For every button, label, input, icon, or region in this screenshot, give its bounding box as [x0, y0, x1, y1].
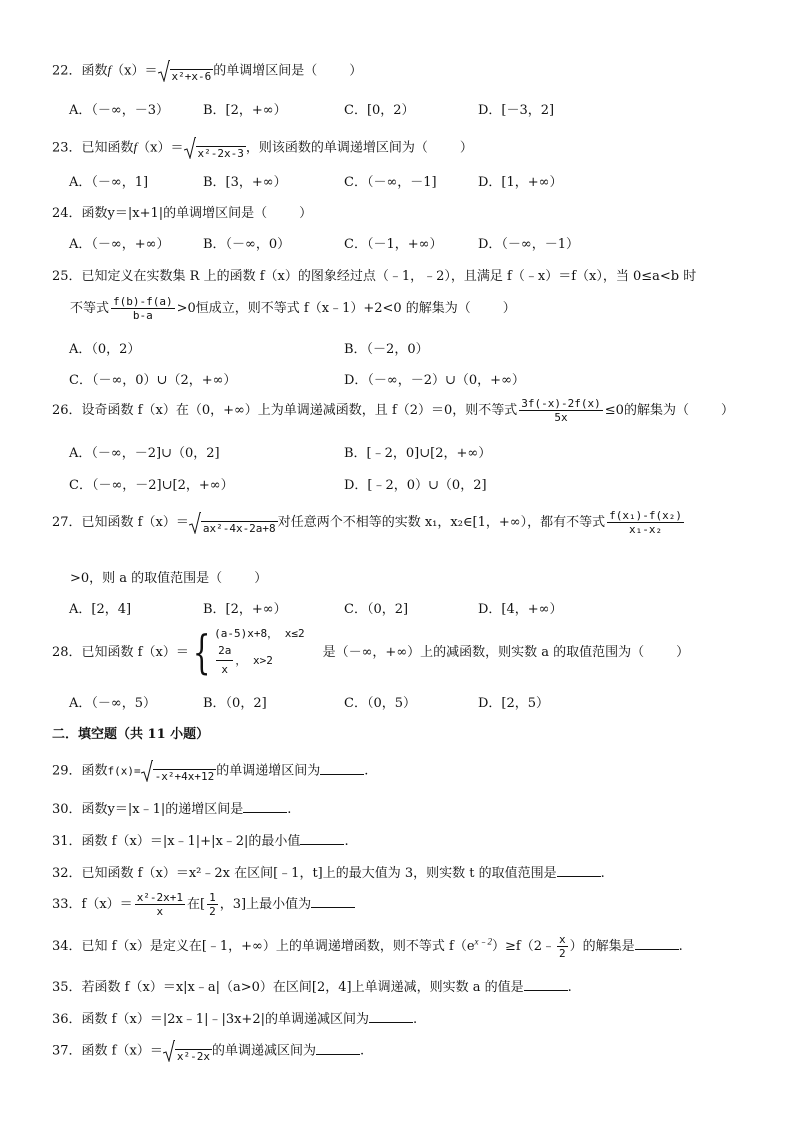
q23-option-c[interactable]: C．（－∞，－1] — [344, 175, 437, 190]
q27-line2: >0，则 a 的取值范围是（ — [70, 571, 223, 586]
q27-option-b[interactable]: B．[2，+∞） — [203, 602, 287, 617]
q28-close: ） — [676, 644, 690, 660]
q26-denominator: 5x — [554, 411, 568, 424]
q28-option-a[interactable]: A．（－∞，5） — [69, 696, 156, 711]
q32-text: 32．已知函数 f（x）＝x²﹣2x 在区间[﹣1，t]上的最大值为 3，则实数 t 的取值范围是 — [52, 866, 557, 881]
q25-option-a[interactable]: A．（0，2） — [69, 342, 141, 357]
question-30 — [52, 800, 764, 816]
q28-brace: { — [192, 625, 211, 680]
q26-pre: 26．设奇函数 f（x）在（0，+∞）上为单调递减函数，且 f（2）＝0，则不等式 — [52, 403, 518, 418]
q34-post: ）的解集是 — [569, 939, 635, 954]
q27-option-a[interactable]: A．[2，4] — [69, 602, 132, 617]
q27-denominator: x₁-x₂ — [628, 523, 663, 536]
q27-radicand: ax²-4x-2a+8 — [202, 521, 276, 535]
q34-end: . — [678, 939, 683, 954]
q26-option-b[interactable]: B．[﹣2，0]∪[2，+∞） — [344, 446, 492, 461]
q27-pre: 27．已知函数 f（x）＝ — [52, 515, 189, 530]
q28-piece2-numerator: 2a — [216, 643, 233, 662]
q25-line1: 25．已知定义在实数集 R 上的函数 f（x）的图象经过点（﹣1，﹣2），且满足 f（﹣x）＝f（x），当 0≤a<b 时 — [52, 269, 697, 284]
question-32 — [52, 864, 764, 880]
q28-pre: 28．已知函数 f（x）＝ — [52, 644, 189, 660]
q31-end: . — [344, 834, 349, 849]
q37-end: . — [359, 1043, 365, 1059]
q28-piece2-fraction — [216, 643, 233, 679]
q27-fraction — [607, 510, 684, 535]
q24-option-d[interactable]: D．（－∞，－1） — [478, 237, 580, 252]
q23-tail: ，则该函数的单调递增区间为（ — [245, 140, 428, 156]
q29-answer-blank[interactable] — [320, 762, 364, 775]
q29-radicand: -x²+4x+12 — [154, 770, 215, 783]
q33-fraction — [135, 892, 185, 917]
q22-option-d[interactable]: D．[－3，2] — [478, 103, 555, 118]
q25-option-c[interactable]: C．（－∞，0）∪（2，+∞） — [69, 373, 237, 388]
q33-post: ，3]上最小值为 — [219, 897, 312, 912]
q31-text: 31．函数 f（x）＝|x﹣1|+|x﹣2|的最小值 — [52, 834, 301, 849]
q35-text: 35．若函数 f（x）＝x|x﹣a|（a>0）在区间[2，4]上单调递减，则实数 a 的值是 — [52, 980, 524, 995]
q25-denominator: b-a — [132, 309, 153, 322]
q37-sqrt — [163, 1040, 212, 1062]
q28-option-c[interactable]: C．（0，5） — [344, 696, 416, 711]
q36-text: 36．函数 f（x）＝|2x﹣1|﹣|3x+2|的单调递减区间为 — [52, 1012, 369, 1027]
q34-answer-blank[interactable] — [635, 937, 679, 950]
q34-exponent: x﹣2 — [474, 936, 493, 947]
question-24 — [52, 207, 764, 220]
q35-answer-blank[interactable] — [524, 978, 568, 991]
q35-end: . — [567, 980, 572, 995]
q37-answer-blank[interactable] — [316, 1042, 360, 1055]
q33-mid: 在[ — [187, 897, 206, 912]
q28-post: 是（－∞，+∞）上的减函数，则实数 a 的取值范围为（ — [322, 644, 645, 660]
q22-option-a[interactable]: A．（－∞，－3） — [69, 103, 169, 118]
q24-stem: 24．函数y＝|x+1|的单调增区间是（ — [52, 206, 268, 221]
q24-option-a[interactable]: A．（－∞，+∞） — [69, 237, 170, 252]
q28-piece1: (a-5)x+8， x≤2 — [214, 627, 305, 640]
q25-option-b[interactable]: B．（－2，0） — [344, 342, 429, 357]
q22-option-b[interactable]: B．[2，+∞） — [203, 103, 287, 118]
q23-fx: f — [133, 139, 138, 155]
q30-end: . — [287, 802, 292, 817]
q30-text: 30．函数y＝|x﹣1|的递增区间是 — [52, 802, 244, 817]
q32-end: . — [600, 866, 605, 881]
q24-option-b[interactable]: B．（－∞，0） — [203, 237, 291, 252]
q23-radicand: x²-2x-3 — [197, 147, 244, 160]
q28-piecewise — [214, 626, 304, 679]
question-25-line2 — [70, 296, 764, 321]
q33-answer-blank[interactable] — [311, 895, 355, 908]
question-34 — [52, 934, 764, 959]
q28-piece2-denominator: x — [221, 663, 229, 676]
section-fill-in-title: 二．填空题（共 11 小题） — [52, 727, 210, 742]
q37-radicand: x²-2x — [176, 1050, 210, 1063]
q25-post: >0恒成立，则不等式 f（x﹣1）+2<0 的解集为（ — [176, 301, 471, 316]
question-29 — [52, 760, 764, 782]
q25-pre: 不等式 — [70, 301, 110, 316]
question-35 — [52, 978, 764, 994]
q26-option-d[interactable]: D．[﹣2，0）∪（0，2] — [344, 478, 487, 493]
q29-end: . — [364, 763, 369, 779]
q36-answer-blank[interactable] — [369, 1010, 413, 1023]
question-26 — [52, 398, 764, 423]
question-31 — [52, 832, 764, 848]
q30-answer-blank[interactable] — [243, 800, 287, 813]
q33-numerator: x²-2x+1 — [136, 891, 184, 904]
q29-post: 的单调递增区间为 — [216, 763, 321, 779]
q28-option-d[interactable]: D．[2，5） — [478, 696, 550, 711]
question-33 — [52, 892, 764, 917]
q33-half-den: 2 — [209, 905, 216, 918]
q27-close: ） — [254, 571, 268, 586]
q37-post: 的单调递减区间为 — [211, 1043, 316, 1059]
q24-close: ） — [299, 206, 313, 221]
q24-option-c[interactable]: C．（－1，+∞） — [344, 237, 443, 252]
q27-option-d[interactable]: D．[4，+∞） — [478, 602, 563, 617]
q28-option-b[interactable]: B．（0，2] — [203, 696, 267, 711]
q29-pre: 29．函数 — [52, 763, 108, 779]
q26-option-a[interactable]: A．（－∞，－2]∪（0，2] — [69, 446, 220, 461]
question-22 — [52, 60, 764, 82]
q26-fraction — [519, 398, 602, 423]
q34-pre: 34．已知 f（x）是定义在[﹣1，+∞）上的单调递增函数，则不等式 f（e — [52, 939, 475, 954]
q25-option-d[interactable]: D．（－∞，－2）∪（0，+∞） — [344, 373, 525, 388]
q27-mid: 对任意两个不相等的实数 x₁，x₂∈[1，+∞），都有不等式 — [277, 515, 606, 530]
q22-tail: 的单调增区间是（ — [213, 63, 318, 79]
question-37 — [52, 1040, 764, 1062]
q34-numerator: x — [559, 933, 566, 946]
q26-option-c[interactable]: C．（－∞，－2]∪[2，+∞） — [69, 478, 234, 493]
q37-pre: 37．函数 f（x）＝ — [52, 1043, 163, 1059]
q34-fraction — [557, 934, 568, 959]
q23-option-d[interactable]: D．[1，+∞） — [478, 175, 563, 190]
q23-option-a[interactable]: A．（－∞，1] — [69, 175, 149, 190]
q26-post: ≤0的解集为（ — [604, 403, 689, 418]
q23-close: ） — [459, 140, 473, 156]
q36-end: . — [412, 1012, 418, 1027]
question-28 — [52, 626, 764, 679]
q31-answer-blank[interactable] — [300, 832, 344, 845]
q25-numerator: f(b)-f(a) — [113, 295, 173, 308]
q27-sqrt — [189, 512, 278, 534]
q27-option-c[interactable]: C．（0，2] — [344, 602, 409, 617]
q28-piece2-cond: ， x>2 — [235, 653, 273, 667]
q22-sqrt — [158, 60, 214, 82]
question-27-line2 — [70, 572, 764, 585]
question-36 — [52, 1010, 764, 1026]
q26-close: ） — [720, 403, 734, 418]
q23-stem: 23．已知函数 — [52, 140, 134, 156]
q34-denominator: 2 — [559, 947, 566, 960]
q22-radicand: x²+x-6 — [171, 70, 212, 83]
q33-half-num: 1 — [209, 891, 216, 904]
q25-fraction — [111, 296, 175, 321]
question-25 — [52, 270, 764, 283]
q22-close: ） — [349, 63, 363, 79]
q33-denominator: x — [156, 905, 164, 918]
q23-sqrt — [184, 137, 246, 159]
q32-answer-blank[interactable] — [557, 864, 601, 877]
q25-close: ） — [502, 301, 516, 316]
q33-pre: 33．f（x）＝ — [52, 897, 133, 912]
q22-stem: 22．函数 — [52, 63, 108, 79]
q22-option-c[interactable]: C．[0，2） — [344, 103, 415, 118]
q29-sqrt — [141, 760, 217, 782]
q27-numerator: f(x₁)-f(x₂) — [609, 509, 682, 522]
q34-mid: ）≥f（2﹣ — [492, 939, 556, 954]
question-27 — [52, 510, 764, 535]
q33-half — [207, 892, 218, 917]
q22-eq: （x）＝ — [111, 63, 158, 79]
q23-eq: （x）＝ — [137, 140, 184, 156]
q29-fx: f(x)= — [107, 764, 141, 778]
q26-numerator: 3f(-x)-2f(x) — [521, 397, 601, 410]
q22-fx: f — [107, 62, 112, 78]
question-23 — [52, 137, 764, 159]
q23-option-b[interactable]: B．[3，+∞） — [203, 175, 287, 190]
